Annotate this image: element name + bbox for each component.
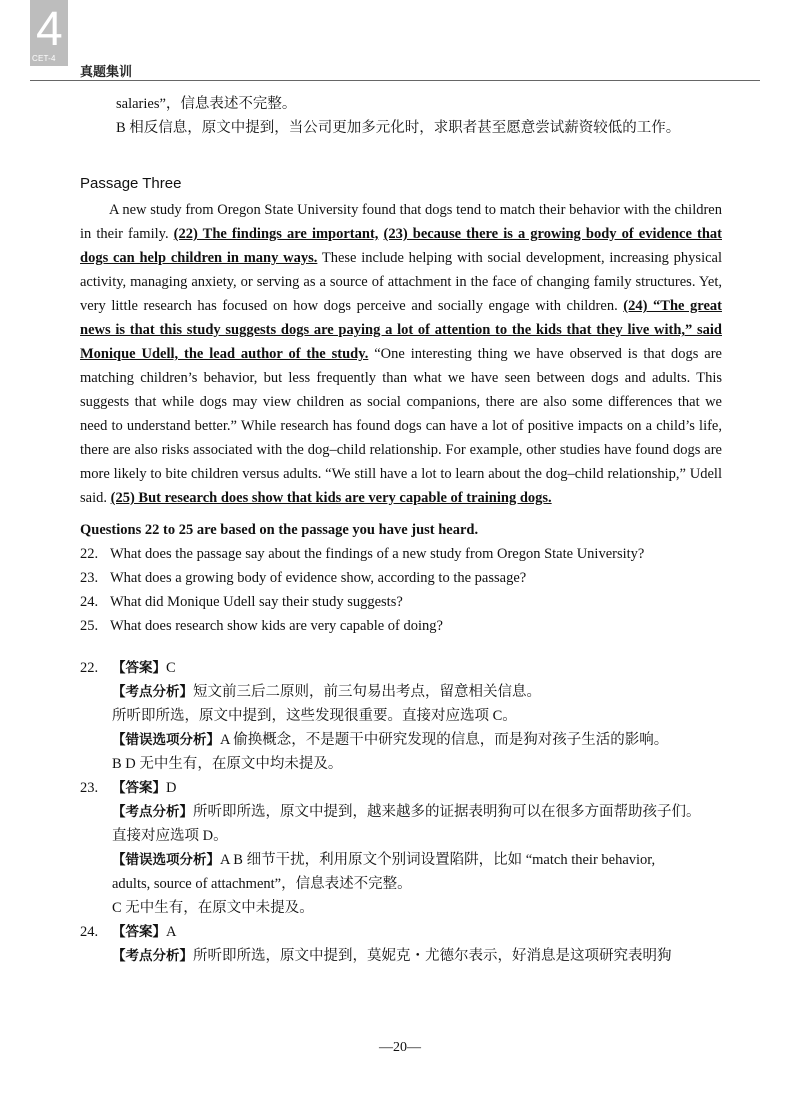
- key-point-text: 直接对应选项 D。: [112, 828, 228, 844]
- key-point-text: 所听即所选，原文中提到，莫妮克・尤德尔表示，好消息是这项研究表明狗: [193, 948, 672, 964]
- passage-title: Passage Three: [80, 175, 182, 192]
- answer-tag: 【答案】: [112, 924, 166, 940]
- key-point-text: 所听即所选，原文中提到，这些发现很重要。直接对应选项 C。: [112, 708, 517, 724]
- question-text: What does the passage say about the findings of a new study from Oregon State University?: [110, 546, 645, 562]
- questions-heading: Questions 22 to 25 are based on the passage you have just heard.: [80, 522, 479, 538]
- page-number: —20—: [379, 1040, 421, 1055]
- key-sentence-25: (25) But research does show that kids are very capable of training dogs.: [110, 490, 552, 506]
- question-item: [80, 614, 722, 638]
- chapter-tab: [30, 0, 68, 66]
- key-point-text: 所听即所选，原文中提到，越来越多的证据表明狗可以在很多方面帮助孩子们。: [193, 804, 701, 820]
- passage-seg: “One interesting thing we have observed is that dogs are matching children’s behavior, but less frequently than what we have seen between dogs and adults. This suggests that while dogs may view children as social companions, there are also some differences that we need to understand better.” While research has found dogs can have a lot of positive impacts on a child’s life, there are also risks associated with the dog–child relationship. For example, other studies have found dogs are more likely to bite children versus adults. “We still have a lot to learn about the dog–child relationship,” Udell said.: [80, 346, 722, 506]
- key-sentence-22: (22) The findings are important,: [173, 226, 379, 242]
- answer-tag: 【答案】: [112, 780, 166, 796]
- passage-seg: These include helping with social development, increasing physical activity, managing anxiety, or serving as a source of attachment in the face of changing family structures. Yet, very little research has focused on how dogs perceive and socially engage with children.: [80, 250, 722, 314]
- answer-number: 24.: [80, 924, 99, 940]
- key-point-tag: 【考点分析】: [112, 948, 193, 964]
- question-item: [80, 566, 722, 590]
- answer-block-24: [80, 920, 722, 968]
- chapter-number: 4: [36, 3, 63, 56]
- question-text: What does research show kids are very capable of doing?: [110, 618, 443, 634]
- page-content: [80, 92, 722, 968]
- header-divider: [30, 80, 760, 81]
- answer-number: 23.: [80, 780, 99, 796]
- question-number: 24.: [80, 594, 99, 610]
- key-point-tag: 【考点分析】: [112, 804, 193, 820]
- wrong-option-text: B D 无中生有，在原文中均未提及。: [112, 756, 343, 772]
- wrong-option-text: A B 细节干扰，利用原文个别词设置陷阱，比如 “match their behavior,: [220, 852, 656, 868]
- key-point-tag: 【考点分析】: [112, 684, 193, 700]
- chapter-label: CET-4: [32, 54, 56, 63]
- question-number: 23.: [80, 570, 99, 586]
- question-text: What did Monique Udell say their study suggests?: [110, 594, 403, 610]
- answer-value: D: [166, 780, 177, 796]
- question-number: 22.: [80, 546, 99, 562]
- wrong-option-text: A 偷换概念，不是题干中研究发现的信息，而是狗对孩子生活的影响。: [220, 732, 669, 748]
- wrong-option-text: adults, source of attachment”，信息表述不完整。: [112, 876, 412, 892]
- question-text: What does a growing body of evidence show, according to the passage?: [110, 570, 527, 586]
- continued-line-1: salaries”，信息表述不完整。: [116, 96, 297, 112]
- answer-block-23: [80, 776, 722, 920]
- key-sentence-24: (24) “The great news is that this study suggests dogs are paying a lot of attention to the kids that they live with,” said Monique Udell, the lead author of the study.: [80, 298, 722, 362]
- answer-block-22: [80, 656, 722, 776]
- question-item: [80, 590, 722, 614]
- continued-line-2: B 相反信息，原文中提到，当公司更加多元化时，求职者甚至愿意尝试薪资较低的工作。: [116, 120, 681, 136]
- wrong-option-text: C 无中生有，在原文中未提及。: [112, 900, 314, 916]
- wrong-option-tag: 【错误选项分析】: [112, 852, 220, 868]
- answer-tag: 【答案】: [112, 660, 166, 676]
- answer-value: C: [166, 660, 176, 676]
- key-sentence-23: (23) because there is a growing body of evidence that dogs can help children in many ways.: [80, 226, 722, 266]
- question-item: [80, 542, 722, 566]
- question-number: 25.: [80, 618, 99, 634]
- book-section-title: 真题集训: [80, 65, 133, 80]
- wrong-option-tag: 【错误选项分析】: [112, 732, 220, 748]
- passage-seg: A new study from Oregon State University found that dogs tend to match their behavior with the children in their family.: [80, 202, 722, 242]
- answer-number: 22.: [80, 660, 99, 676]
- key-point-text: 短文前三后二原则，前三句易出考点，留意相关信息。: [193, 684, 541, 700]
- passage-text: [80, 198, 722, 510]
- answer-value: A: [166, 924, 177, 940]
